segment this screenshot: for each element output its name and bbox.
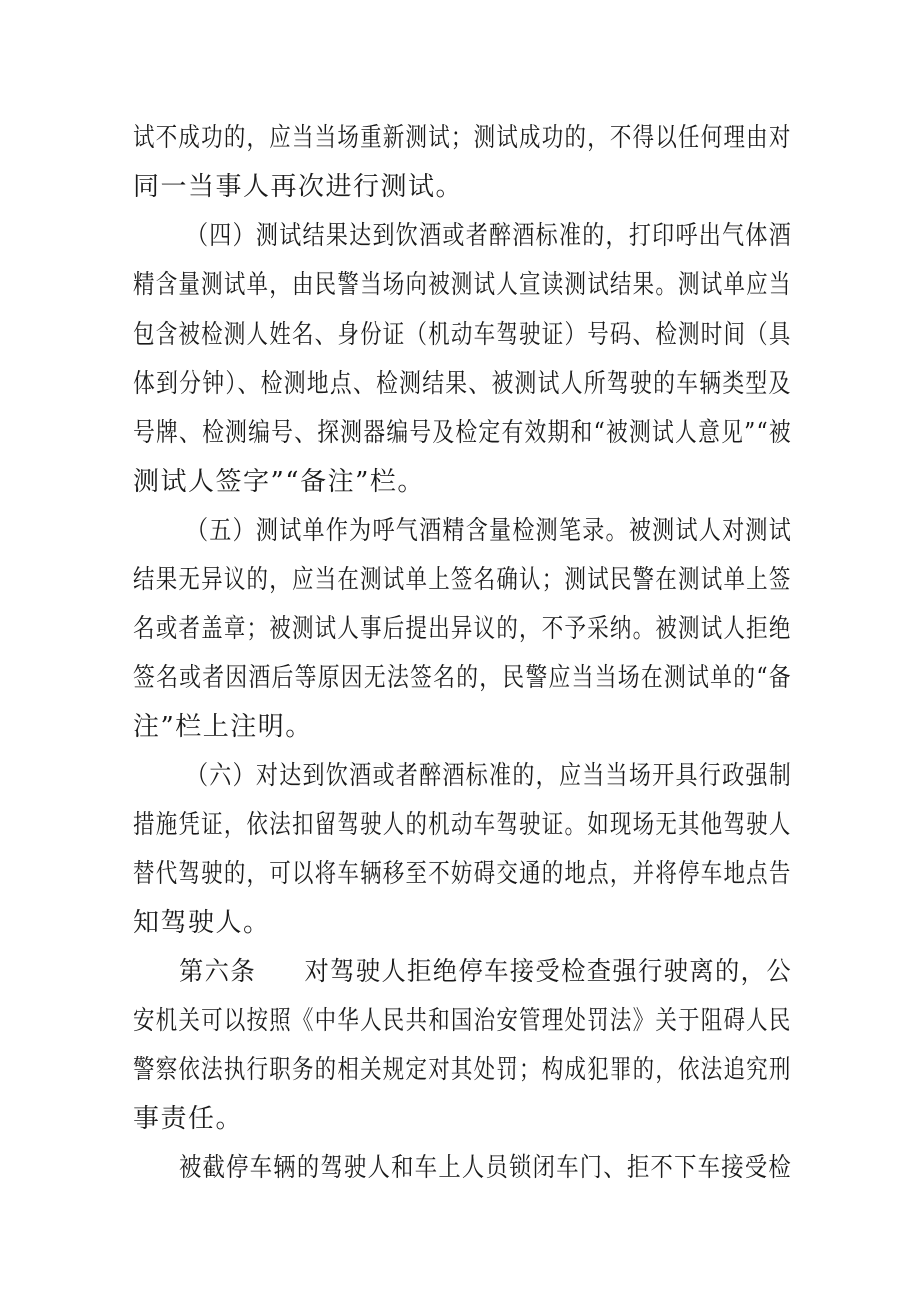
text-line: （四）测试结果达到饮酒或者醉酒标准的，打印呼出气体酒 [186, 221, 793, 251]
text-line: 同一当事人再次进行测试。 [133, 172, 464, 202]
text-line: 精含量测试单，由民警当场向被测试人宣读测试结果。测试单应当 [133, 270, 792, 300]
text-line: 安机关可以按照《中华人民共和国治安管理处罚法》关于阻碍人民 [133, 1006, 792, 1036]
text-line: 体到分钟）、检测地点、检测结果、被测试人所驾驶的车辆类型及 [133, 369, 792, 399]
text-line: 警察依法执行职务的相关规定对其处罚；构成犯罪的，依法追究刑 [133, 1055, 792, 1085]
text-line: 知驾驶人。 [133, 908, 271, 938]
text-line: 事责任。 [133, 1104, 244, 1134]
text-line: 试不成功的，应当当场重新测试；测试成功的，不得以任何理由对 [133, 123, 792, 153]
text-line: 号牌、检测编号、探测器编号及检定有效期和“被测试人意见”“被 [133, 418, 792, 448]
text-line: 签名或者因酒后等原因无法签名的，民警应当当场在测试单的“备 [133, 663, 792, 693]
text-line: 结果无异议的，应当在测试单上签名确认；测试民警在测试单上签 [133, 565, 792, 595]
text-line: 措施凭证，依法扣留驾驶人的机动车驾驶证。如现场无其他驾驶人 [133, 810, 792, 840]
article-line [179, 957, 792, 987]
text-line: 名或者盖章；被测试人事后提出异议的，不予采纳。被测试人拒绝 [133, 614, 792, 644]
text-line: 包含被检测人姓名、身份证（机动车驾驶证）号码、检测时间（具 [133, 320, 792, 350]
text-line: 测试人签字”“备注”栏。 [133, 467, 425, 497]
text-line: 对驾驶人拒绝停车接受检查强行驶离的，公 [304, 957, 793, 987]
article-label: 第六条 [179, 957, 256, 987]
text-line: （五）测试单作为呼气酒精含量检测笔录。被测试人对测试 [186, 516, 793, 546]
text-line: 替代驾驶的，可以将车辆移至不妨碍交通的地点，并将停车地点告 [133, 859, 792, 889]
text-line: 注”栏上注明。 [133, 712, 313, 742]
text-line: （六）对达到饮酒或者醉酒标准的，应当当场开具行政强制 [186, 761, 793, 791]
text-line: 被截停车辆的驾驶人和车上人员锁闭车门、拒不下车接受检 [179, 1153, 792, 1183]
